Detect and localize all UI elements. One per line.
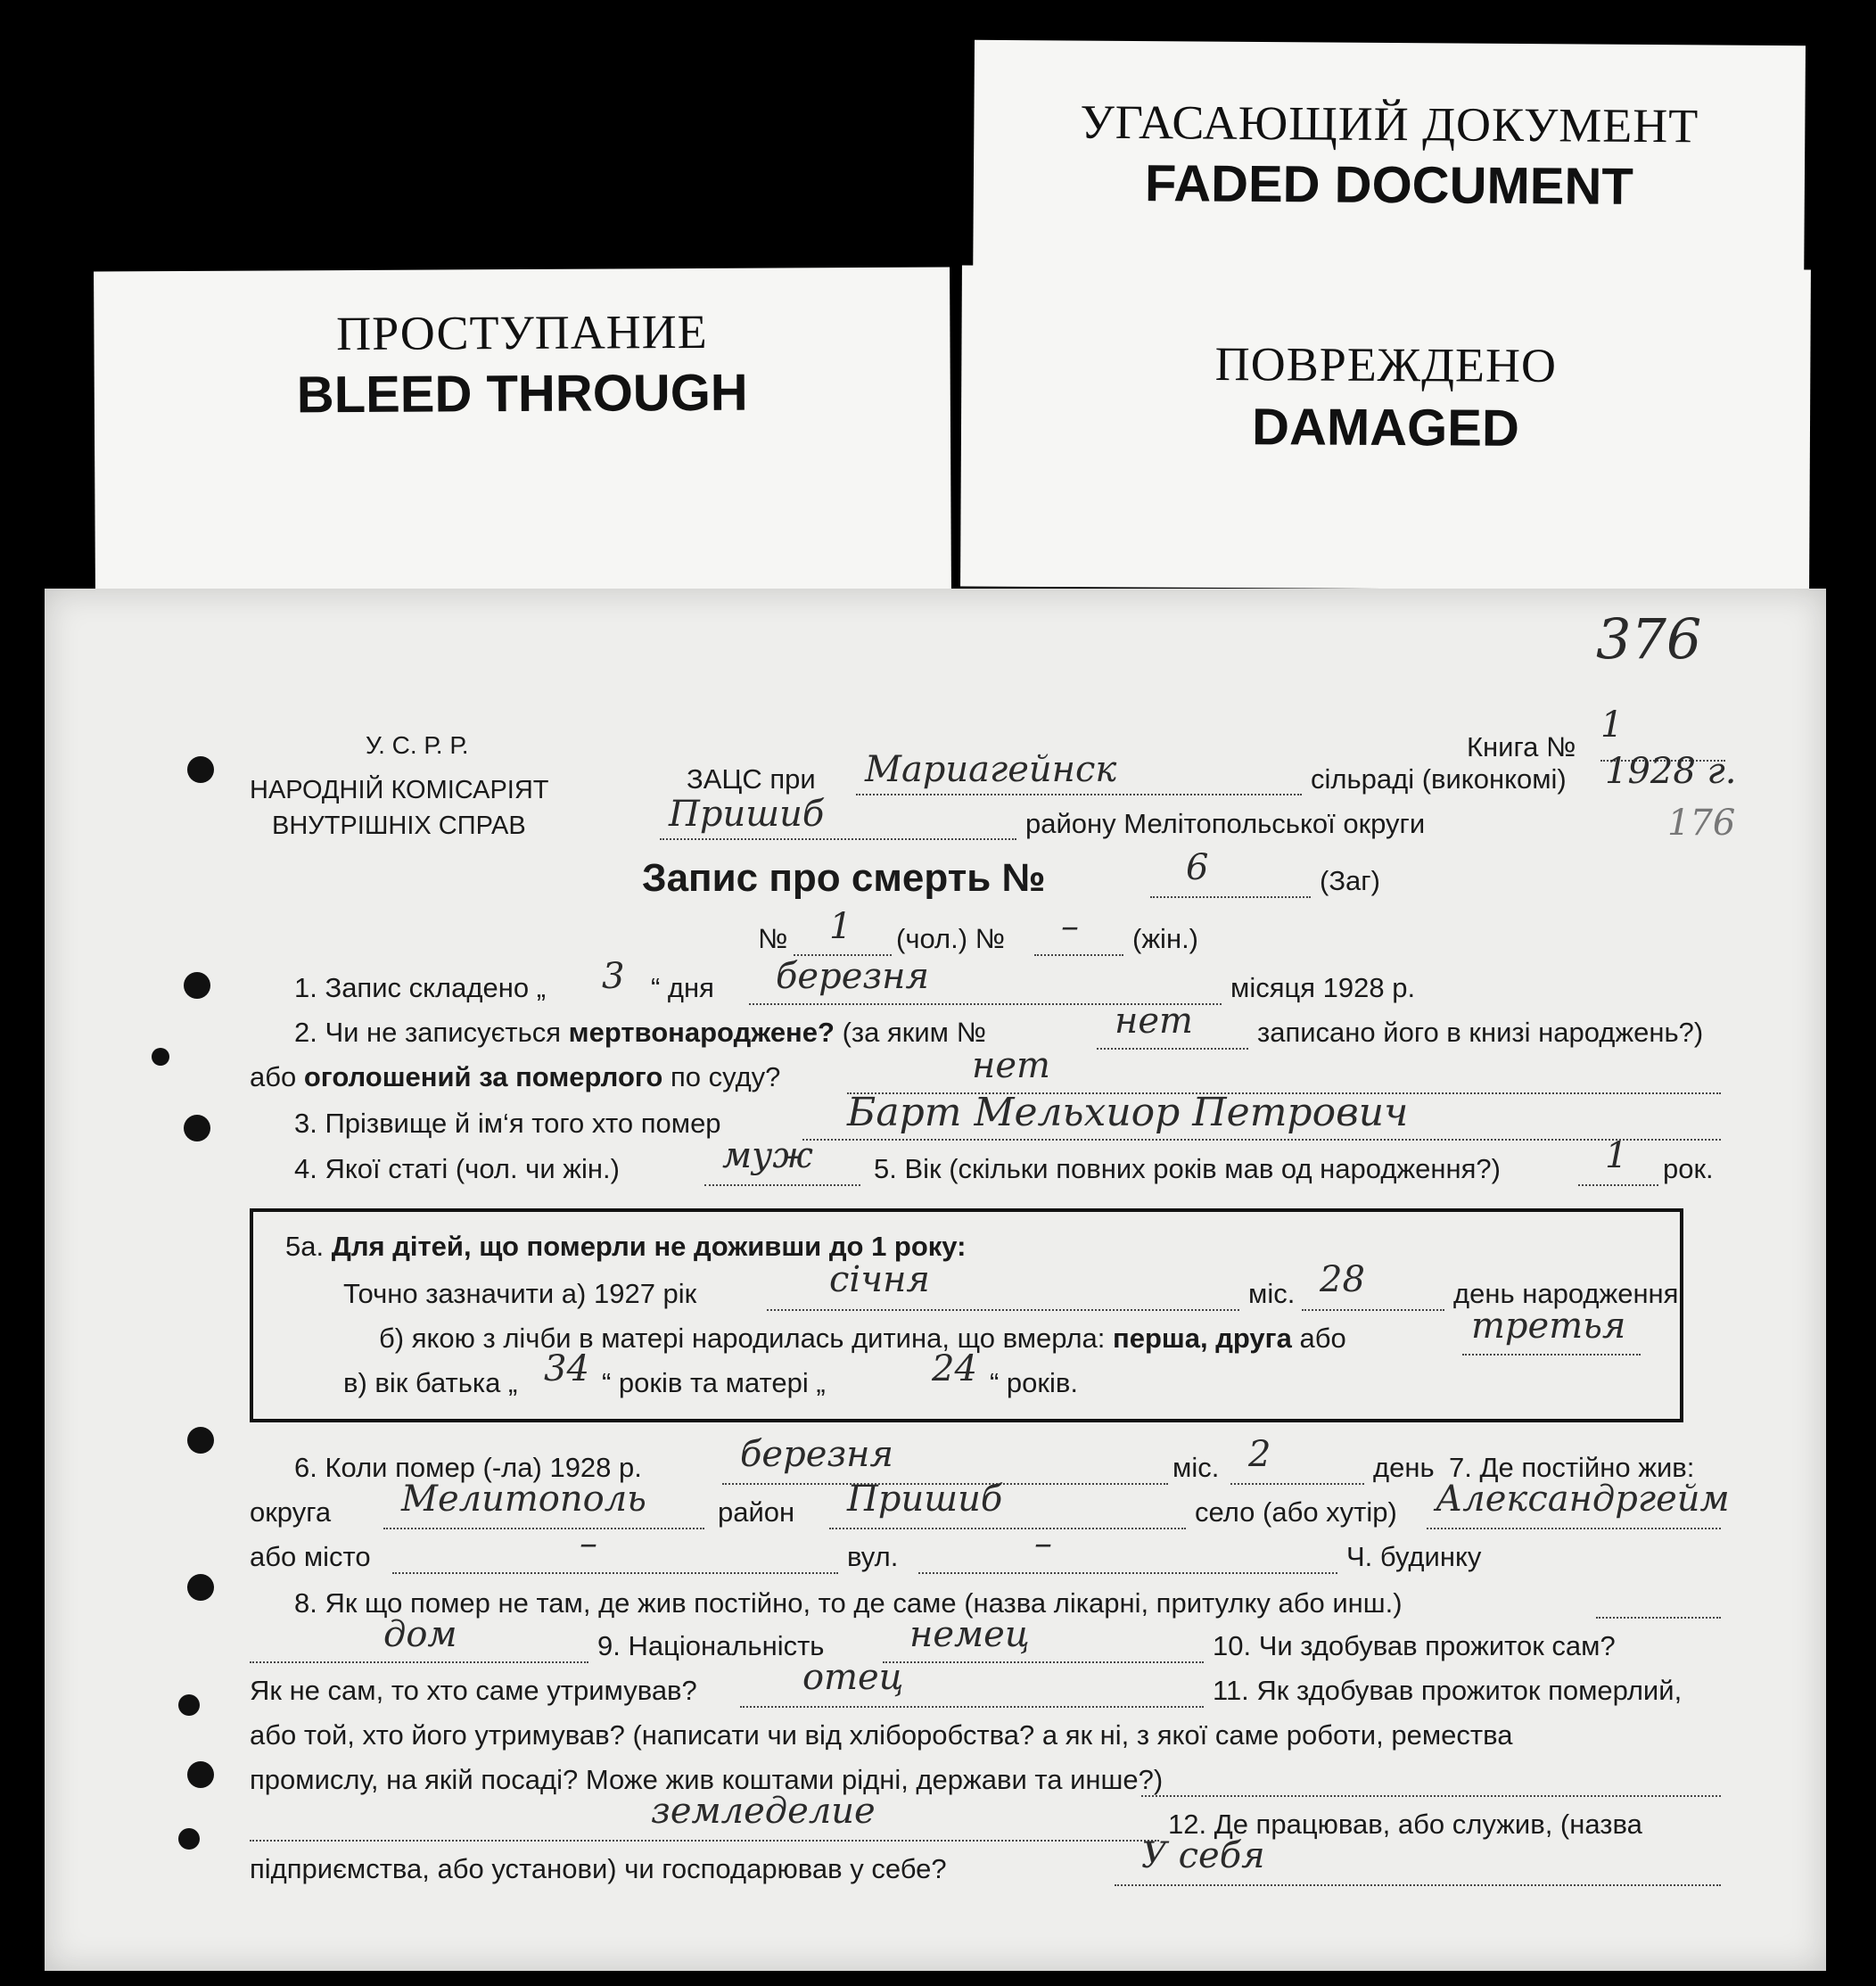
faded-document-label bbox=[973, 40, 1806, 304]
f11-line3: промислу, на якій посаді? Може жив коштами рідні, держави та инше?) bbox=[250, 1764, 1164, 1795]
rayon-label: район bbox=[718, 1496, 795, 1528]
female-number: – bbox=[1061, 906, 1079, 947]
punch-hole bbox=[184, 972, 210, 999]
children-a-label: Точно зазначити а) 1927 рік bbox=[343, 1278, 697, 1309]
commissariat-line-2: ВНУТРІШНІХ СПРАВ bbox=[272, 812, 526, 840]
punch-hole bbox=[184, 1115, 210, 1141]
female-label: (жін.) bbox=[1132, 923, 1199, 954]
punch-hole bbox=[187, 1427, 214, 1454]
okruga-value: Мелитополь bbox=[401, 1479, 646, 1520]
children-a-end: день народження bbox=[1453, 1278, 1679, 1309]
f9-value: немец bbox=[909, 1614, 1030, 1655]
f7-label: 7. Де постійно жив: bbox=[1449, 1452, 1695, 1483]
f8-value: дом bbox=[383, 1614, 457, 1655]
okruga-label: округа bbox=[250, 1496, 332, 1528]
side-number: 176 bbox=[1667, 803, 1736, 844]
village-suffix: сільраді (виконкомі) bbox=[1311, 763, 1567, 795]
district-name: Пришиб bbox=[669, 794, 825, 835]
vul-label: вул. bbox=[847, 1541, 899, 1572]
f3-value: Барт Мельхиор Петрович bbox=[847, 1090, 1409, 1135]
death-day: 2 bbox=[1248, 1434, 1271, 1475]
faded-label-ru: УГАСАЮЩИЙ ДОКУМЕНТ bbox=[1080, 95, 1699, 153]
f12-label: 12. Де працював, або служив, (назва bbox=[1168, 1809, 1642, 1840]
year-handwritten: 1928 г. bbox=[1605, 751, 1737, 792]
f5-end: рок. bbox=[1663, 1153, 1714, 1184]
support-value: отец bbox=[802, 1657, 904, 1698]
f11-line2: або той, хто його утримував? (написати чи від хліборобства? а як ні, з якої саме роботи, ремества bbox=[250, 1719, 1513, 1751]
male-number: 1 bbox=[829, 906, 852, 947]
f12-line2: підприємства, або установи) чи господарював у себе? bbox=[250, 1853, 947, 1884]
book-number: 1 bbox=[1600, 705, 1624, 746]
commissariat-line-1: НАРОДНІЙ КОМІСАРІЯТ bbox=[250, 776, 549, 804]
punch-hole bbox=[178, 1828, 200, 1850]
punch-hole bbox=[178, 1694, 200, 1716]
death-month: березня bbox=[740, 1434, 894, 1475]
f8-label: 8. Як що помер не там, де жив постійно, то де саме (назва лікарні, притулку або инш.) bbox=[294, 1587, 1403, 1619]
f6-den: день bbox=[1373, 1452, 1435, 1483]
bleed-label-ru: ПРОСТУПАНИЕ bbox=[335, 304, 708, 361]
punch-hole bbox=[187, 1761, 214, 1788]
f5-value: 1 bbox=[1605, 1135, 1628, 1176]
damaged-label-ru: ПОВРЕЖДЕНО bbox=[1214, 336, 1558, 393]
selo-label: село (або хутір) bbox=[1195, 1496, 1397, 1528]
death-record-sheet bbox=[45, 589, 1826, 1971]
f11-label: 11. Як здобував прожиток померлий, bbox=[1213, 1675, 1683, 1706]
district-suffix: району Мелітопольської округи bbox=[1025, 808, 1426, 839]
support-label: Як не сам, то хто саме утримував? bbox=[250, 1675, 697, 1706]
birth-day: 28 bbox=[1320, 1259, 1365, 1300]
male-no-label: № bbox=[758, 923, 788, 954]
record-title: Запис про смерть № bbox=[642, 856, 1046, 900]
f1-mid: “ дня bbox=[651, 972, 714, 1003]
f12-value: У себя bbox=[1141, 1835, 1265, 1876]
misto-label: або місто bbox=[250, 1541, 371, 1572]
children-c-mid: “ років та матері „ bbox=[602, 1367, 826, 1398]
punch-hole bbox=[187, 1574, 214, 1601]
f2-label: 2. Чи не записується мертвонароджене? (за яким № bbox=[294, 1017, 986, 1048]
children-c-label: в) вік батька „ bbox=[343, 1367, 518, 1398]
f11-value: земледелие bbox=[651, 1791, 876, 1832]
f2-value: нет bbox=[1115, 1001, 1193, 1042]
damaged-label-en: DAMAGED bbox=[1251, 398, 1519, 457]
faded-label-en: FADED DOCUMENT bbox=[1144, 154, 1634, 216]
zag-label: (Заг) bbox=[1320, 865, 1380, 896]
f5-label: 5. Вік (скільки повних років мав од народження?) bbox=[874, 1153, 1501, 1184]
f6-mis: міс. bbox=[1172, 1452, 1220, 1483]
vul-value: – bbox=[1034, 1523, 1052, 1564]
rayon-value: Пришиб bbox=[847, 1479, 1003, 1520]
misto-value: – bbox=[580, 1523, 597, 1564]
punch-hole bbox=[152, 1048, 169, 1066]
children-c-end: “ років. bbox=[990, 1367, 1078, 1398]
children-a-mis: міс. bbox=[1248, 1278, 1296, 1309]
selo-value: Александргейм bbox=[1436, 1479, 1730, 1520]
children-heading: 5а. Для дітей, що померли не доживши до 1 року: bbox=[285, 1231, 967, 1262]
f1-end: місяця 1928 р. bbox=[1230, 972, 1416, 1003]
f10-label: 10. Чи здобував прожиток сам? bbox=[1213, 1630, 1616, 1661]
archive-number: 376 bbox=[1596, 606, 1702, 672]
punch-hole bbox=[187, 756, 214, 783]
children-b-label: б) якою з лічби в матері народилась дитина, що вмерла: перша, друга або bbox=[379, 1323, 1346, 1354]
f9-label: 9. Національність bbox=[597, 1630, 825, 1661]
male-label: (чол.) № bbox=[896, 923, 1005, 954]
f4-label: 4. Якої статі (чол. чи жін.) bbox=[294, 1153, 620, 1184]
book-label: Книга № bbox=[1467, 731, 1576, 762]
f6-label: 6. Коли помер (-ла) 1928 р. bbox=[294, 1452, 642, 1483]
ussr-header: У. С. Р. Р. bbox=[366, 731, 469, 759]
f2b-value: нет bbox=[972, 1045, 1050, 1086]
mother-age: 24 bbox=[932, 1348, 977, 1389]
budynku-label: Ч. будинку bbox=[1346, 1541, 1482, 1572]
f1-day: 3 bbox=[602, 956, 625, 997]
father-age: 34 bbox=[544, 1348, 589, 1389]
village-name: Мариагейнск bbox=[865, 749, 1117, 790]
damaged-label bbox=[960, 266, 1811, 591]
zags-prefix: ЗАЦС при bbox=[687, 763, 816, 795]
bleed-label-en: BLEED THROUGH bbox=[296, 363, 748, 424]
bleed-through-label bbox=[94, 267, 951, 594]
birth-month: січня bbox=[829, 1259, 930, 1300]
f2b-label: або оголошений за померлого по суду? bbox=[250, 1061, 781, 1092]
f3-label: 3. Прізвище й ім‘я того хто помер bbox=[294, 1108, 721, 1139]
f1-month: березня bbox=[776, 956, 930, 997]
record-number: 6 bbox=[1186, 847, 1209, 888]
f1-label: 1. Запис складено „ bbox=[294, 972, 547, 1003]
f2-end: записано його в книзі народжень?) bbox=[1257, 1017, 1704, 1048]
birth-order: третья bbox=[1471, 1306, 1626, 1347]
f4-value: муж bbox=[722, 1135, 813, 1176]
